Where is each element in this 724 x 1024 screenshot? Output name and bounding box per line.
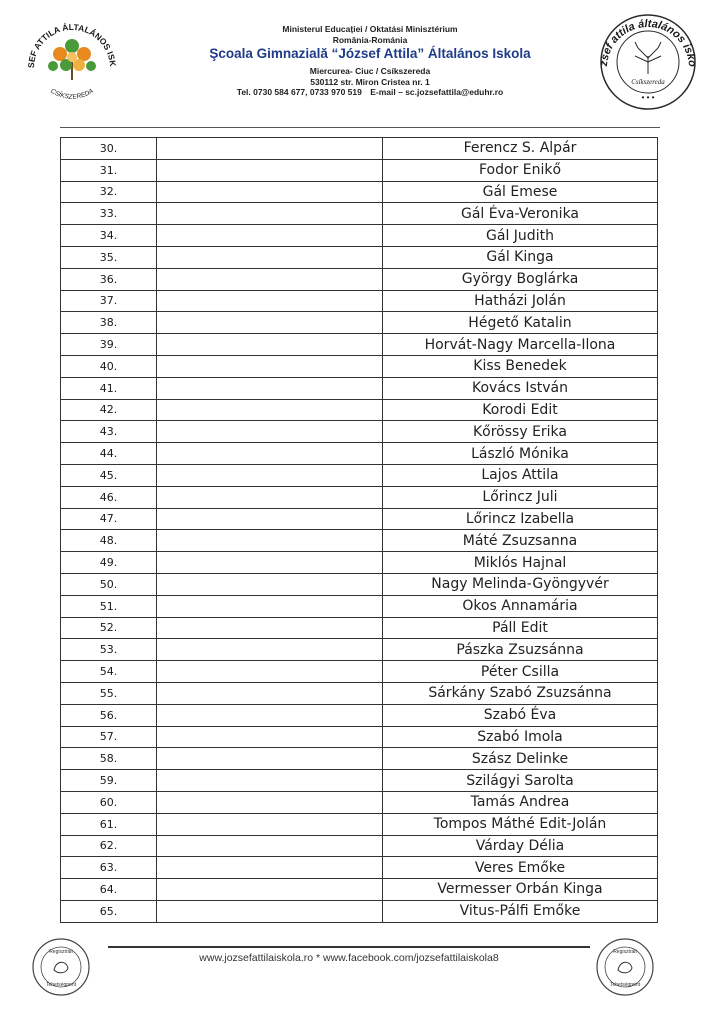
staff-name: Szász Delinke	[383, 748, 658, 770]
staff-name: György Boglárka	[383, 268, 658, 290]
empty-cell	[157, 246, 383, 268]
empty-cell	[157, 334, 383, 356]
empty-cell	[157, 312, 383, 334]
row-number: 30.	[61, 138, 157, 160]
table-row	[61, 399, 658, 421]
row-number: 63.	[61, 857, 157, 879]
country-line: România-Románia	[332, 34, 408, 45]
staff-name: Lőrincz Izabella	[383, 508, 658, 530]
row-number: 34.	[61, 225, 157, 247]
table-row	[61, 246, 658, 268]
table-row	[61, 159, 658, 181]
row-number: 58.	[61, 748, 157, 770]
row-number: 35.	[61, 246, 157, 268]
row-number: 59.	[61, 770, 157, 792]
empty-cell	[157, 377, 383, 399]
row-number: 46.	[61, 486, 157, 508]
staff-name: Vitus-Pálfi Emőke	[383, 900, 658, 922]
table-row	[61, 770, 658, 792]
empty-cell	[157, 726, 383, 748]
letterhead	[135, 24, 605, 98]
row-number: 50.	[61, 573, 157, 595]
address-line: 530112 str. Miron Cristea nr. 1	[310, 76, 430, 87]
school-name: Şcoala Gimnazială “József Attila” Általános Iskola	[209, 46, 531, 62]
talent-point-seal-left	[30, 936, 92, 998]
table-row	[61, 443, 658, 465]
table-row	[61, 835, 658, 857]
empty-cell	[157, 857, 383, 879]
staff-name: Szabó Éva	[383, 704, 658, 726]
empty-cell	[157, 595, 383, 617]
staff-name: Gál Emese	[383, 181, 658, 203]
table-row	[61, 421, 658, 443]
row-number: 51.	[61, 595, 157, 617]
row-number: 49.	[61, 552, 157, 574]
empty-cell	[157, 443, 383, 465]
staff-name: Vermesser Orbán Kinga	[383, 879, 658, 901]
row-number: 52.	[61, 617, 157, 639]
row-number: 62.	[61, 835, 157, 857]
table-row	[61, 464, 658, 486]
empty-cell	[157, 639, 383, 661]
empty-cell	[157, 225, 383, 247]
table-row	[61, 813, 658, 835]
empty-cell	[157, 879, 383, 901]
empty-cell	[157, 355, 383, 377]
table-row	[61, 879, 658, 901]
table-row	[61, 682, 658, 704]
table-row	[61, 726, 658, 748]
staff-table	[60, 137, 658, 923]
staff-name: Nagy Melinda-Gyöngyvér	[383, 573, 658, 595]
table-row	[61, 748, 658, 770]
table-row	[61, 334, 658, 356]
staff-name: Gál Judith	[383, 225, 658, 247]
table-row	[61, 552, 658, 574]
row-number: 32.	[61, 181, 157, 203]
table-row	[61, 290, 658, 312]
row-number: 47.	[61, 508, 157, 530]
footer-links: www.jozsefattilaiskola.ro * www.facebook.com/jozsefattilaiskola8	[199, 952, 499, 964]
empty-cell	[157, 682, 383, 704]
row-number: 54.	[61, 661, 157, 683]
row-number: 56.	[61, 704, 157, 726]
staff-name: Péter Csilla	[383, 661, 658, 683]
table-row	[61, 203, 658, 225]
empty-cell	[157, 181, 383, 203]
empty-cell	[157, 573, 383, 595]
table-row	[61, 900, 658, 922]
row-number: 55.	[61, 682, 157, 704]
empty-cell	[157, 813, 383, 835]
row-number: 31.	[61, 159, 157, 181]
svg-text:Tehetségpont: Tehetségpont	[45, 982, 77, 988]
staff-name: Tamás Andrea	[383, 791, 658, 813]
table-row	[61, 595, 658, 617]
empty-cell	[157, 508, 383, 530]
svg-text:Regisztrált: Regisztrált	[613, 949, 637, 955]
staff-name: Kovács István	[383, 377, 658, 399]
table-row	[61, 530, 658, 552]
row-number: 41.	[61, 377, 157, 399]
row-number: 44.	[61, 443, 157, 465]
empty-cell	[157, 159, 383, 181]
staff-name: Okos Annamária	[383, 595, 658, 617]
table-row	[61, 704, 658, 726]
staff-name: Veres Emőke	[383, 857, 658, 879]
row-number: 48.	[61, 530, 157, 552]
staff-name: Tompos Máthé Edit-Jolán	[383, 813, 658, 835]
school-logo	[22, 10, 122, 110]
table-row	[61, 138, 658, 160]
row-number: 33.	[61, 203, 157, 225]
staff-name: Szabó Imola	[383, 726, 658, 748]
empty-cell	[157, 552, 383, 574]
svg-text:Csíkszereda: Csíkszereda	[631, 78, 665, 86]
empty-cell	[157, 661, 383, 683]
table-row	[61, 355, 658, 377]
empty-cell	[157, 835, 383, 857]
table-row	[61, 639, 658, 661]
row-number: 64.	[61, 879, 157, 901]
staff-name: Hégető Katalin	[383, 312, 658, 334]
row-number: 57.	[61, 726, 157, 748]
empty-cell	[157, 421, 383, 443]
row-number: 38.	[61, 312, 157, 334]
table-row	[61, 225, 658, 247]
empty-cell	[157, 748, 383, 770]
row-number: 37.	[61, 290, 157, 312]
staff-name: Lőrincz Juli	[383, 486, 658, 508]
staff-name: Gál Éva-Veronika	[383, 203, 658, 225]
email-text: E-mail – sc.jozsefattila@eduhr.ro	[370, 87, 504, 98]
staff-name: Miklós Hajnal	[383, 552, 658, 574]
row-number: 61.	[61, 813, 157, 835]
staff-name: Páll Edit	[383, 617, 658, 639]
svg-text:Tehetségpont: Tehetségpont	[609, 982, 641, 988]
empty-cell	[157, 138, 383, 160]
phone-text: Tel. 0730 584 677, 0733 970 519	[236, 87, 362, 98]
staff-name: Kőrössy Erika	[383, 421, 658, 443]
staff-name: Ferencz S. Alpár	[383, 138, 658, 160]
table-row	[61, 486, 658, 508]
staff-name: Hatházi Jolán	[383, 290, 658, 312]
school-stamp	[593, 12, 703, 112]
empty-cell	[157, 399, 383, 421]
svg-text:• • •: • • •	[641, 93, 655, 102]
empty-cell	[157, 704, 383, 726]
table-row	[61, 508, 658, 530]
staff-name: Szilágyi Sarolta	[383, 770, 658, 792]
row-number: 39.	[61, 334, 157, 356]
staff-name: Sárkány Szabó Zsuzsánna	[383, 682, 658, 704]
empty-cell	[157, 617, 383, 639]
table-row	[61, 617, 658, 639]
table-row	[61, 312, 658, 334]
row-number: 53.	[61, 639, 157, 661]
staff-name: Kiss Benedek	[383, 355, 658, 377]
staff-name: Horvát-Nagy Marcella-Ilona	[383, 334, 658, 356]
empty-cell	[157, 290, 383, 312]
empty-cell	[157, 791, 383, 813]
staff-name: Várday Délia	[383, 835, 658, 857]
staff-name: Fodor Enikő	[383, 159, 658, 181]
row-number: 40.	[61, 355, 157, 377]
table-row	[61, 181, 658, 203]
header-divider	[60, 127, 660, 128]
empty-cell	[157, 530, 383, 552]
staff-name: Máté Zsuzsanna	[383, 530, 658, 552]
svg-text:CSÍKSZEREDA: CSÍKSZEREDA	[49, 87, 95, 101]
empty-cell	[157, 464, 383, 486]
empty-cell	[157, 268, 383, 290]
staff-name: Gál Kinga	[383, 246, 658, 268]
staff-name: Pászka Zsuzsánna	[383, 639, 658, 661]
table-row	[61, 661, 658, 683]
talent-point-seal-right	[594, 936, 656, 998]
row-number: 65.	[61, 900, 157, 922]
row-number: 45.	[61, 464, 157, 486]
table-row	[61, 573, 658, 595]
svg-text:Regisztrált: Regisztrált	[49, 949, 73, 955]
footer-divider	[108, 946, 590, 948]
staff-name: Korodi Edit	[383, 399, 658, 421]
staff-name: Lajos Attila	[383, 464, 658, 486]
svg-text:józsef attila általános iskola: zsef attila általános isko	[597, 17, 699, 68]
svg-text:JÓZSEF ATTILA ÁLTALÁNOS ISKOLA: SEF ATTILA ÁLTALÁNOS ISK	[25, 21, 119, 69]
ministry-line: Ministerul Educației / Oktatási Minisztérium	[282, 24, 458, 34]
table-row	[61, 268, 658, 290]
table-row	[61, 791, 658, 813]
empty-cell	[157, 486, 383, 508]
row-number: 42.	[61, 399, 157, 421]
row-number: 43.	[61, 421, 157, 443]
city-line: Miercurea- Ciuc / Csíkszereda	[309, 66, 431, 77]
row-number: 36.	[61, 268, 157, 290]
empty-cell	[157, 770, 383, 792]
staff-name: László Mónika	[383, 443, 658, 465]
empty-cell	[157, 203, 383, 225]
contact-line	[135, 87, 605, 98]
table-row	[61, 377, 658, 399]
row-number: 60.	[61, 791, 157, 813]
table-row	[61, 857, 658, 879]
empty-cell	[157, 900, 383, 922]
